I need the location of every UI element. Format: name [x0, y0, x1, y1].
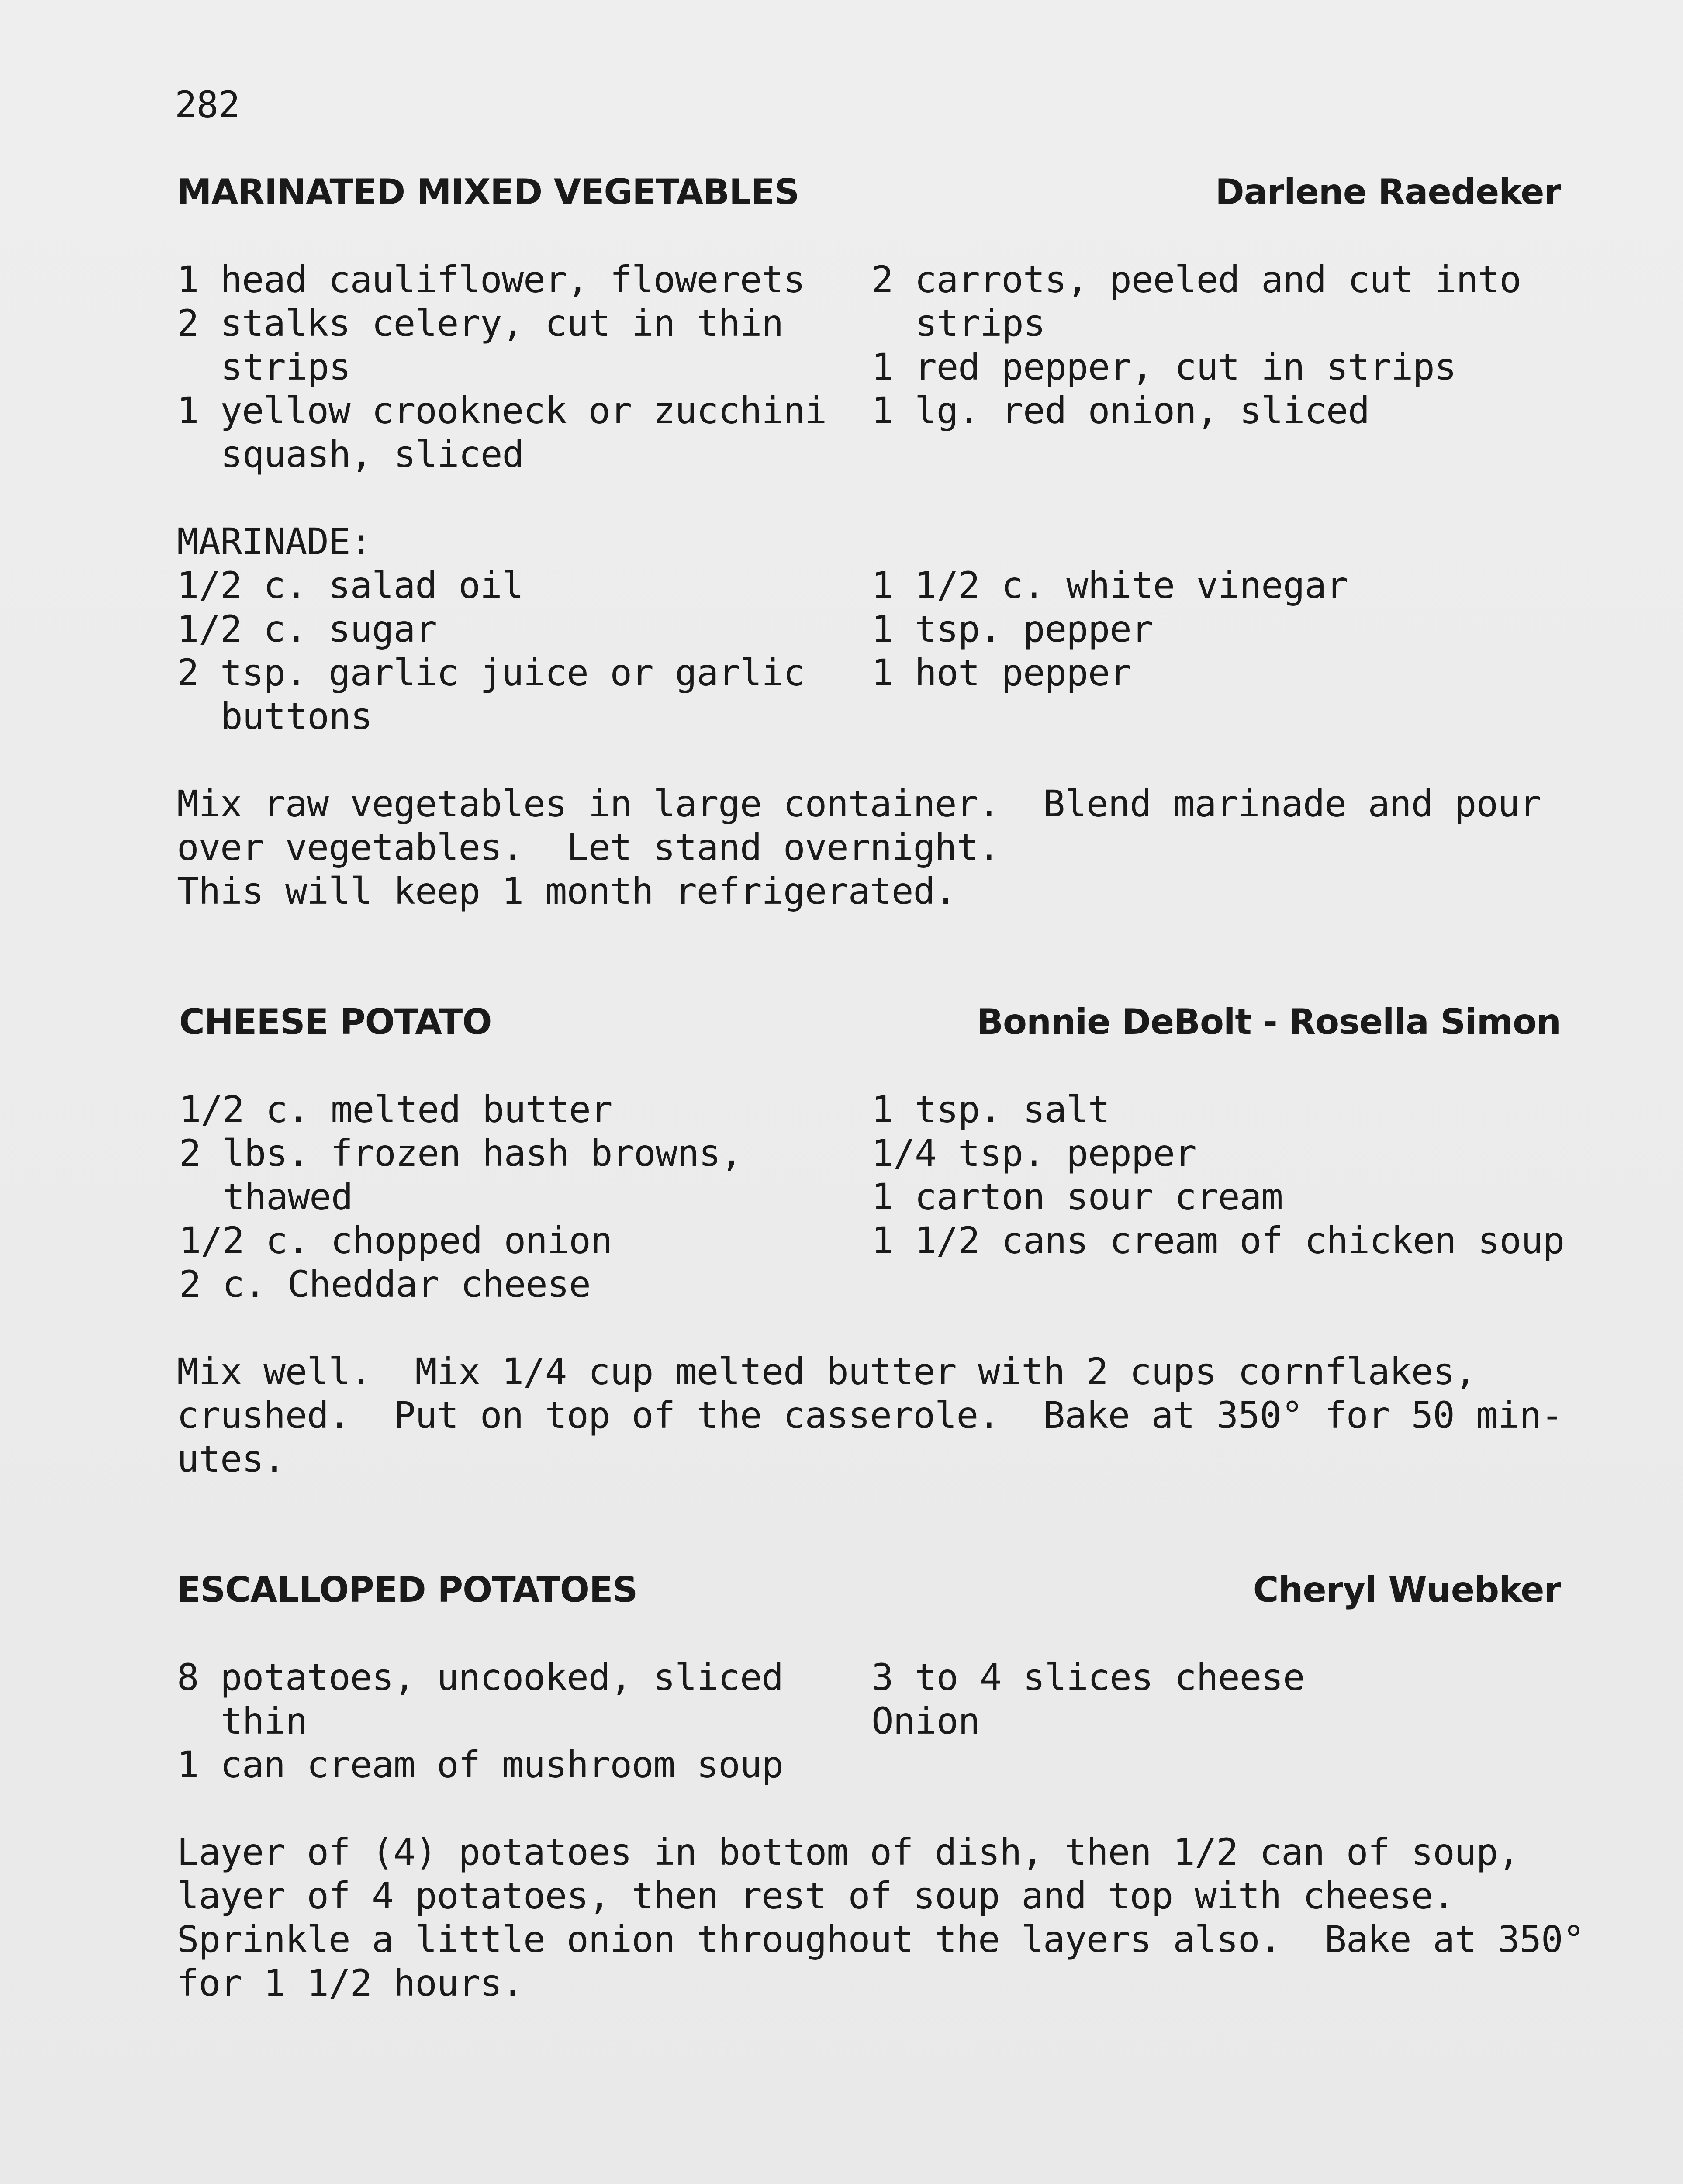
- directions-line: This will keep 1 month refrigerated.: [177, 870, 957, 912]
- ingredient-item: squash, sliced: [221, 433, 524, 476]
- directions-line: Layer of (4) potatoes in bottom of dish, then 1/2 can of soup,: [177, 1831, 1520, 1873]
- directions-line: Mix raw vegetables in large container. Blend marinade and pour: [177, 782, 1541, 825]
- ingredient-item: 2 stalks celery, cut in thin: [177, 302, 784, 345]
- ingredient-item: 8 potatoes, uncooked, sliced: [177, 1656, 784, 1699]
- recipe-title: ESCALLOPED POTATOES: [177, 1569, 638, 1610]
- directions-line: Sprinkle a little onion throughout the layers also. Bake at 350°: [177, 1918, 1585, 1961]
- directions-line: utes.: [177, 1438, 285, 1480]
- directions-line: layer of 4 potatoes, then rest of soup and top with cheese.: [177, 1874, 1455, 1917]
- ingredient-item: strips: [915, 302, 1045, 345]
- ingredient-item: 1 can cream of mushroom soup: [177, 1743, 784, 1786]
- ingredient-item: 2 c. Cheddar cheese: [179, 1263, 591, 1306]
- recipe-author: Darlene Raedeker: [1215, 172, 1561, 212]
- ingredient-item: Onion: [871, 1700, 980, 1742]
- ingredient-item: 1 head cauliflower, flowerets: [177, 258, 805, 301]
- ingredient-item: buttons: [221, 695, 373, 738]
- ingredient-item: thawed: [223, 1175, 353, 1218]
- directions-line: for 1 1/2 hours.: [177, 1962, 524, 2004]
- ingredient-item: 2 lbs. frozen hash browns,: [179, 1132, 742, 1175]
- ingredient-item: 1 hot pepper: [871, 651, 1131, 694]
- ingredient-item: 1/2 c. sugar: [177, 608, 437, 650]
- directions-line: over vegetables. Let stand overnight.: [177, 826, 1000, 869]
- ingredient-item: 1/2 c. salad oil: [177, 564, 524, 607]
- ingredient-item: 1/2 c. chopped onion: [179, 1219, 612, 1262]
- ingredient-item: 1 tsp. pepper: [871, 608, 1153, 650]
- page-number: 282: [175, 83, 240, 126]
- ingredient-item: 2 carrots, peeled and cut into: [871, 258, 1521, 301]
- ingredient-item: 1 1/2 c. white vinegar: [871, 564, 1348, 607]
- ingredient-item: 1/4 tsp. pepper: [871, 1132, 1196, 1175]
- recipe-title: MARINATED MIXED VEGETABLES: [177, 172, 799, 212]
- ingredient-item: 1 lg. red onion, sliced: [871, 389, 1370, 432]
- recipe-author: Cheryl Wuebker: [1253, 1569, 1561, 1610]
- ingredient-item: 1/2 c. melted butter: [179, 1088, 612, 1131]
- ingredient-item: 1 yellow crookneck or zucchini: [177, 389, 827, 432]
- ingredient-item: 3 to 4 slices cheese: [871, 1656, 1305, 1699]
- ingredient-item: strips: [221, 346, 351, 388]
- ingredient-item: 1 tsp. salt: [871, 1088, 1110, 1131]
- ingredient-item: 1 red pepper, cut in strips: [871, 346, 1456, 388]
- ingredient-item: 1 carton sour cream: [871, 1175, 1283, 1218]
- directions-line: Mix well. Mix 1/4 cup melted butter with 2 cups cornflakes,: [177, 1350, 1476, 1393]
- recipe-title: CHEESE POTATO: [179, 1002, 492, 1042]
- ingredient-item: 1 1/2 cans cream of chicken soup: [871, 1219, 1565, 1262]
- recipe-author: Bonnie DeBolt - Rosella Simon: [977, 1002, 1561, 1042]
- ingredient-item: thin: [221, 1700, 308, 1742]
- marinade-label: MARINADE:: [177, 520, 372, 563]
- directions-line: crushed. Put on top of the casserole. Bake at 350° for 50 min-: [177, 1394, 1563, 1437]
- ingredient-item: 2 tsp. garlic juice or garlic: [177, 651, 805, 694]
